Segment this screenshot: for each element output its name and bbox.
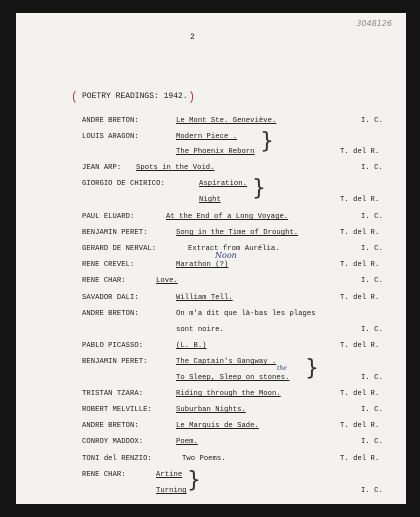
reading-author: BENJAMIN PERET:	[82, 358, 148, 366]
reading-author: BENJAMIN PERET:	[82, 229, 148, 237]
translator-initials: T. del R.	[340, 229, 380, 237]
reading-title: Love.	[156, 277, 178, 285]
reading-title: Le Mont Ste. Geneviève.	[176, 117, 277, 125]
handwritten-note-noon: Noon	[215, 251, 237, 260]
translator-initials: I. C.	[361, 117, 383, 125]
reading-title: (L. B.)	[176, 342, 207, 350]
reading-title: The Captain's Gangway .	[176, 358, 277, 366]
reading-author: ANDRE BRETON:	[82, 422, 139, 430]
reading-title: Song in the Time of Drought.	[176, 229, 299, 237]
reading-author: TRISTAN TZARA:	[82, 390, 144, 398]
translator-initials: I. C.	[361, 438, 383, 446]
translator-initials: T. del R.	[340, 148, 380, 156]
reading-author: PAUL ELUARD:	[82, 213, 135, 221]
handwritten-note-the: the	[277, 365, 287, 372]
reading-title: Suburban Nights.	[176, 406, 246, 414]
reading-author: SAVADOR DALI:	[82, 294, 139, 302]
translator-initials: I. C.	[361, 245, 383, 253]
archive-pencil-mark: 3048126	[356, 19, 392, 28]
reading-author: PABLO PICASSO:	[82, 342, 144, 350]
reading-author: GIORGIO DE CHIRICO:	[82, 180, 165, 188]
reading-title: Aspiration.	[199, 180, 247, 188]
translator-initials: T. del R.	[340, 390, 380, 398]
translator-initials: I. C.	[361, 374, 383, 382]
reading-title: Poem.	[176, 438, 198, 446]
page-title: POETRY READINGS: 1942.	[82, 92, 188, 101]
brace-char: }	[187, 468, 201, 493]
reading-author: LOUIS ARAGON:	[82, 133, 139, 141]
reading-author: RENE CHAR:	[82, 277, 126, 285]
translator-initials: T. del R.	[340, 422, 380, 430]
reading-title: Riding through the Moon.	[176, 390, 281, 398]
reading-title: Night	[199, 196, 221, 204]
reading-author: TONI del RENZIO:	[82, 455, 152, 463]
reading-title: William Tell.	[176, 294, 233, 302]
translator-initials: I. C.	[361, 164, 383, 172]
reading-title: Extract from Aurélia.	[188, 245, 280, 253]
document-page	[16, 13, 406, 504]
page-number: 2	[190, 33, 195, 42]
reading-title: Artine	[156, 471, 183, 479]
reading-title: sont noire.	[176, 326, 224, 334]
reading-title: The Phoenix Reborn	[176, 148, 255, 156]
reading-author: RENE CREVEL:	[82, 261, 135, 269]
translator-initials: T. del R.	[340, 196, 380, 204]
reading-author: ROBERT MELVILLE:	[82, 406, 152, 414]
reading-title: Two Poems.	[182, 455, 226, 463]
reading-author: JEAN ARP:	[82, 164, 122, 172]
reading-author: GERARD DE NERVAL:	[82, 245, 157, 253]
reading-author: CONROY MADDOX:	[82, 438, 144, 446]
brace-chirico: }	[252, 176, 266, 201]
reading-author: RENE CHAR:	[82, 471, 126, 479]
translator-initials: I. C.	[361, 326, 383, 334]
reading-title: Turning	[156, 487, 187, 495]
brace-peret: }	[305, 356, 319, 381]
translator-initials: I. C.	[361, 277, 383, 285]
translator-initials: I. C.	[361, 406, 383, 414]
reading-title: Marathon (?)	[176, 261, 229, 269]
reading-title: Modern Piece .	[176, 133, 238, 141]
reading-author: ANDRE BRETON:	[82, 310, 139, 318]
reading-title: To Sleep, Sleep on stones.	[176, 374, 290, 382]
reading-author: ANDRE BRETON:	[82, 117, 139, 125]
brace-aragon: }	[260, 129, 274, 154]
reading-title: Spots in the Void.	[136, 164, 215, 172]
reading-title: At the End of a Long Voyage.	[166, 213, 289, 221]
translator-initials: T. del R.	[340, 455, 380, 463]
translator-initials: T. del R.	[340, 261, 380, 269]
translator-initials: T. del R.	[340, 294, 380, 302]
translator-initials: I. C.	[361, 487, 383, 495]
reading-title: Le Marquis de Sade.	[176, 422, 259, 430]
reading-title: On m'a dit que là-bas les plages	[176, 310, 316, 318]
translator-initials: T. del R.	[340, 342, 380, 350]
translator-initials: I. C.	[361, 213, 383, 221]
